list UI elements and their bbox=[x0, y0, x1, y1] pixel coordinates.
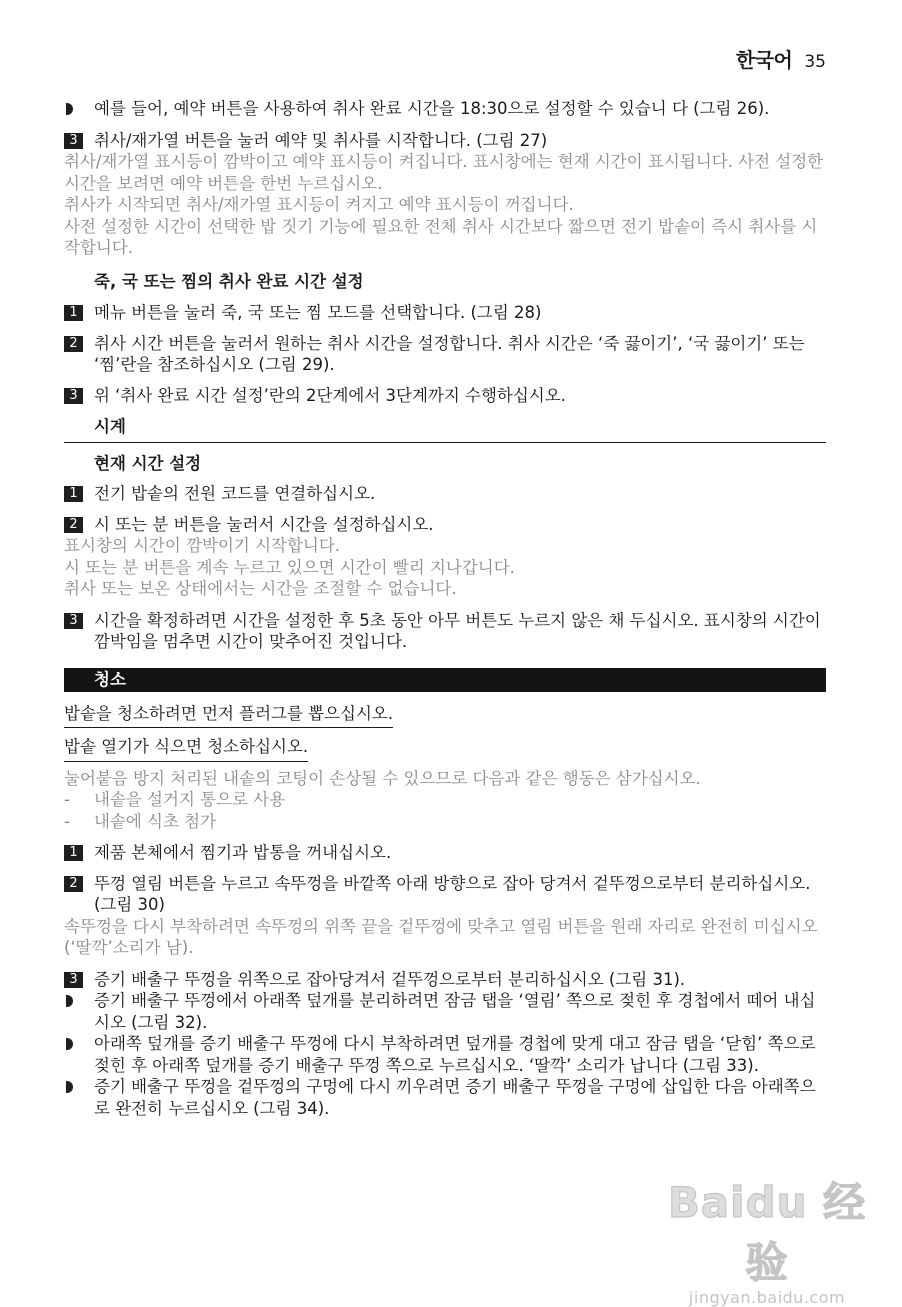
step-item bbox=[64, 514, 826, 536]
note-text: 취사 또는 보온 상태에서는 시간을 조절할 수 없습니다. bbox=[64, 579, 457, 598]
subsection-heading: 죽, 국 또는 찜의 취사 완료 시간 설정 bbox=[94, 271, 364, 291]
bullet-text: 증기 배출구 뚜껑을 겉뚜껑의 구멍에 다시 끼우려면 증기 배출구 뚜껑을 구멍에 삽입한 다음 아래쪽으로 완전히 누르십시오 (그림 34). bbox=[94, 1077, 816, 1118]
step-item bbox=[64, 610, 826, 653]
bullet-icon bbox=[66, 1038, 73, 1050]
step-number-badge: 3 bbox=[64, 133, 83, 149]
step-item bbox=[64, 873, 826, 916]
step-text: 시 또는 분 버튼을 눌러서 시간을 설정하십시오. bbox=[94, 514, 434, 534]
step-number-badge: 3 bbox=[64, 972, 83, 988]
step-number-badge: 3 bbox=[64, 613, 83, 629]
document-body bbox=[64, 98, 826, 1119]
note-text: 취사가 시작되면 취사/재가열 표시등이 켜지고 예약 표시등이 꺼집니다. bbox=[64, 195, 574, 214]
note-text: 사전 설정한 시간이 선택한 밥 짓기 기능에 필요한 전체 취사 시간보다 짧으면 전기 밥솥이 즉시 취사를 시작합니다. bbox=[64, 216, 818, 257]
step-text: 위 ‘취사 완료 시간 설정’란의 2단계에서 3단계까지 수행하십시오. bbox=[94, 385, 566, 405]
step-text: 증기 배출구 뚜껑을 위쪽으로 잡아당겨서 겉뚜껑으로부터 분리하십시오 (그림 31). bbox=[94, 969, 686, 989]
watermark-url: jingyan.baidu.com bbox=[688, 1288, 846, 1307]
dash-item: - 내솥을 설거지 통으로 사용 bbox=[64, 789, 826, 811]
step-item bbox=[64, 969, 826, 991]
note-text: 취사/재가열 표시등이 깜박이고 예약 표시등이 켜집니다. 표시창에는 현재 시간이 표시됩니다. 사전 설정한 시간을 보려면 예약 버튼을 한번 누르십시오. bbox=[64, 152, 824, 193]
step-item bbox=[64, 130, 826, 152]
note-text: 속뚜껑을 다시 부착하려면 속뚜껑의 위쪽 끝을 겉뚜껑에 맞추고 열림 버튼을 원래 자리로 완전히 미십시오(‘딸깍’소리가 남). bbox=[64, 916, 818, 957]
page-number: 35 bbox=[804, 52, 826, 72]
bullet-icon bbox=[66, 103, 73, 115]
subsection-heading: 현재 시간 설정 bbox=[94, 453, 202, 473]
bullet-icon bbox=[66, 1081, 73, 1093]
step-item bbox=[64, 302, 826, 324]
bullet-text: 예를 들어, 예약 버튼을 사용하여 취사 완료 시간을 18:30으로 설정할 수 있습니 다 (그림 26). bbox=[94, 99, 770, 118]
step-text: 취사 시간 버튼을 눌러서 원하는 취사 시간을 설정합니다. 취사 시간은 ‘죽 끓이기’, ‘국 끓이기’ 또는 ‘찜’란을 참조하십시오 (그림 29). bbox=[94, 333, 805, 374]
step-number-badge: 2 bbox=[64, 876, 83, 892]
step-item bbox=[64, 385, 826, 407]
page-header bbox=[736, 44, 826, 73]
step-text: 뚜껑 열림 버튼을 누르고 속뚜껑을 바깥쪽 아래 방향으로 잡아 당겨서 겉뚜껑으로부터 분리하십시오. (그림 30) bbox=[94, 873, 811, 914]
step-item bbox=[64, 483, 826, 505]
step-text: 메뉴 버튼을 눌러 죽, 국 또는 찜 모드를 선택합니다. (그림 28) bbox=[94, 303, 542, 322]
warning-line bbox=[64, 703, 826, 729]
dash-item: - 내솥에 식초 첨가 bbox=[64, 811, 826, 833]
step-number-badge: 2 bbox=[64, 336, 83, 352]
step-text: 시간을 확정하려면 시간을 설정한 후 5초 동안 아무 버튼도 누르지 않은 채 두십시오. 표시창의 시간이 깜박임을 멈추면 시간이 맞추어진 것입니다. bbox=[94, 610, 821, 651]
step-number-badge: 1 bbox=[64, 486, 83, 502]
warning-text: 밥솥을 청소하려면 먼저 플러그를 뽑으십시오. bbox=[64, 703, 393, 729]
note-text: 시 또는 분 버튼을 계속 누르고 있으면 시간이 빨리 지나갑니다. bbox=[64, 557, 515, 577]
baidu-watermark bbox=[662, 1170, 872, 1307]
warning-text: 밥솥 열기가 식으면 청소하십시오. bbox=[64, 736, 308, 762]
watermark-logo: Baidu 经验 bbox=[667, 1178, 867, 1287]
warning-line bbox=[64, 736, 826, 762]
bullet-icon bbox=[66, 995, 73, 1007]
bullet-text: 아래쪽 덮개를 증기 배출구 뚜껑에 다시 부착하려면 덮개를 경첩에 맞게 대고 잠금 탭을 ‘닫힘’ 쪽으로 젖힌 후 아래쪽 덮개를 증기 배출구 뚜껑 쪽으로 누르십시오. ‘딸깍’ 소리가 납니다 (그림 33). bbox=[94, 1034, 816, 1075]
step-text: 취사/재가열 버튼을 눌러 예약 및 취사를 시작합니다. (그림 27) bbox=[94, 130, 548, 150]
step-item bbox=[64, 333, 826, 376]
step-number-badge: 1 bbox=[64, 305, 83, 321]
step-number-badge: 3 bbox=[64, 388, 83, 404]
caution-text: 눌어붙음 방지 처리된 내솥의 코팅이 손상될 수 있으므로 다음과 같은 행동은 삼가십시오. bbox=[64, 768, 701, 788]
section-heading: 시계 bbox=[64, 416, 826, 443]
step-number-badge: 2 bbox=[64, 517, 83, 533]
bullet-item bbox=[64, 990, 826, 1033]
note-text: 표시창의 시간이 깜박이기 시작합니다. bbox=[64, 536, 341, 555]
bullet-text: 증기 배출구 뚜껑에서 아래쪽 덮개를 분리하려면 잠금 탭을 ‘열림’ 쪽으로 젖힌 후 경첩에서 떼어 내십시오 (그림 32). bbox=[94, 991, 816, 1032]
bullet-item bbox=[64, 98, 826, 120]
step-text: 제품 본체에서 찜기과 밥통을 꺼내십시오. bbox=[94, 843, 392, 862]
bullet-item bbox=[64, 1033, 826, 1076]
bullet-item bbox=[64, 1076, 826, 1119]
header-language: 한국어 bbox=[735, 48, 793, 72]
step-item bbox=[64, 842, 826, 864]
section-bar-heading: 청소 bbox=[64, 668, 826, 692]
step-text: 전기 밥솥의 전원 코드를 연결하십시오. bbox=[94, 484, 376, 503]
step-number-badge: 1 bbox=[64, 845, 83, 861]
